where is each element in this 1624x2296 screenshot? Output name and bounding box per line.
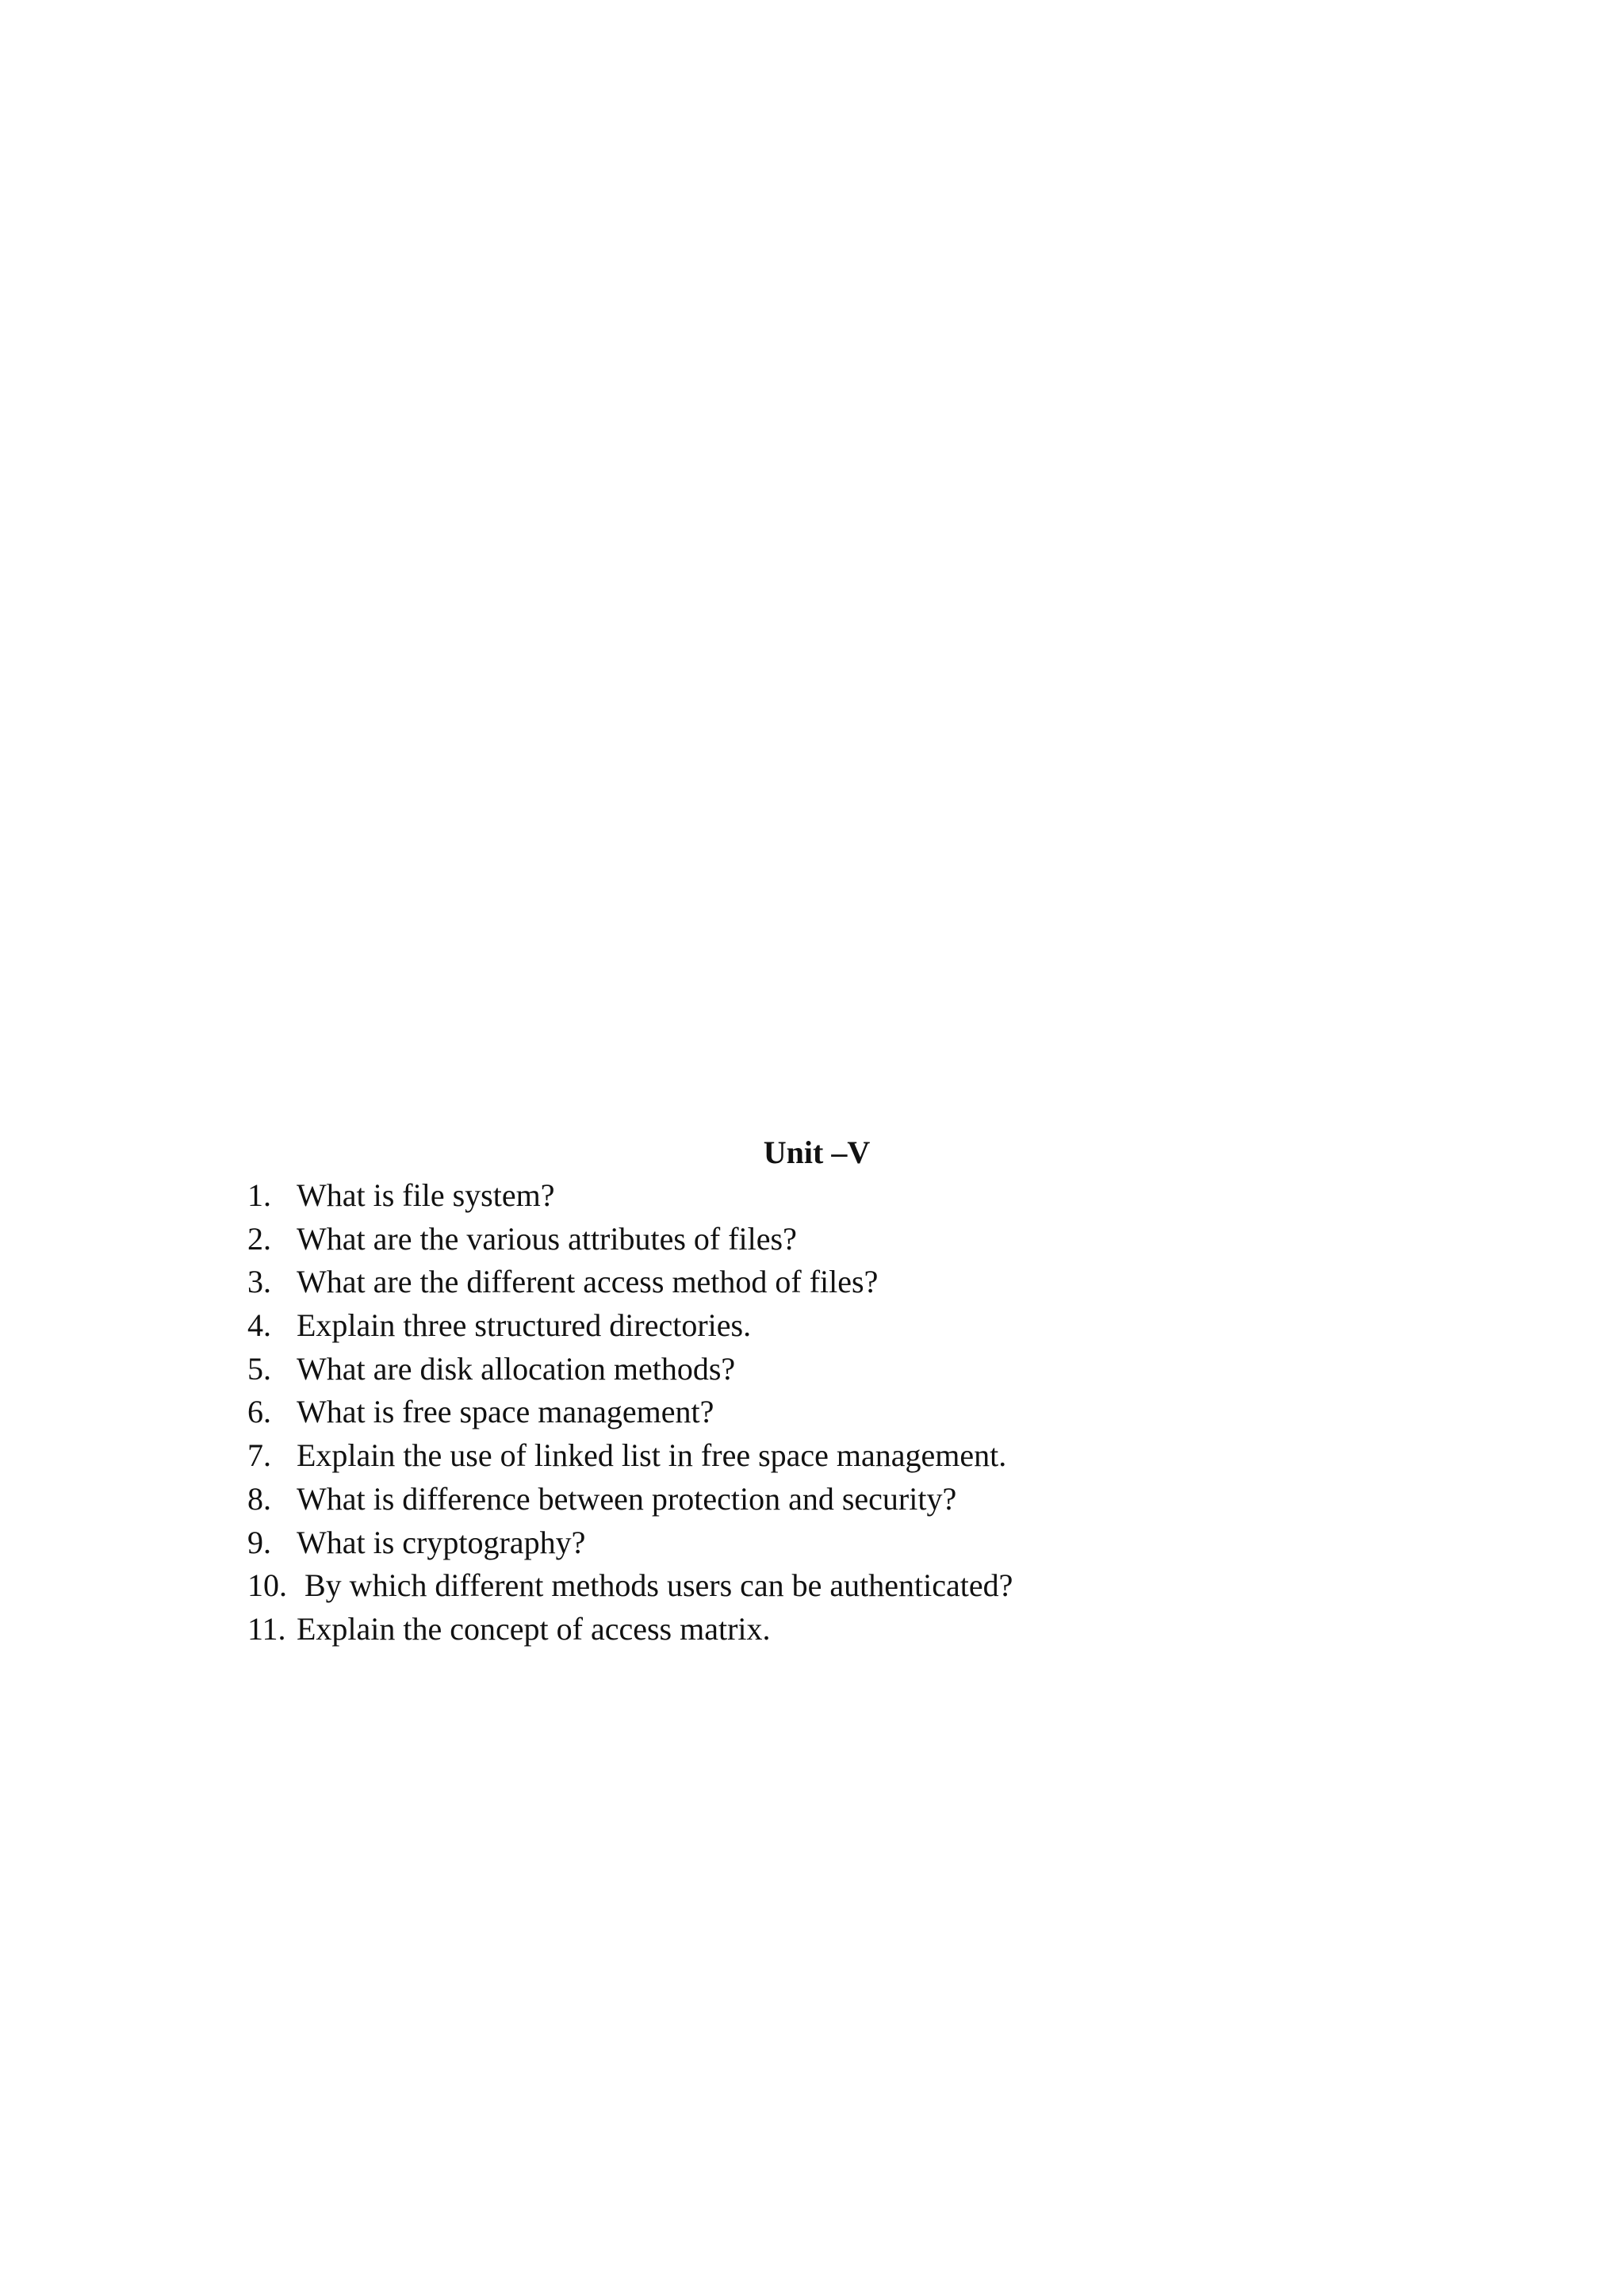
question-text: Explain the use of linked list in free space management.	[297, 1437, 1007, 1474]
list-item	[247, 1218, 1013, 1261]
list-item	[247, 1304, 1013, 1348]
unit-heading: Unit –V	[763, 1135, 871, 1170]
question-text: Explain the concept of access matrix.	[297, 1610, 771, 1647]
question-number: 1.	[247, 1177, 271, 1213]
question-number: 8.	[247, 1480, 271, 1517]
question-text: What is difference between protection and security?	[297, 1480, 957, 1517]
list-item	[247, 1564, 1013, 1608]
question-text: By which different methods users can be authenticated?	[304, 1567, 1013, 1604]
question-text: What is free space management?	[297, 1394, 714, 1430]
question-number: 9.	[247, 1524, 271, 1560]
list-item	[247, 1174, 1013, 1218]
question-text: What is cryptography?	[297, 1524, 586, 1560]
list-item	[247, 1261, 1013, 1304]
question-text: Explain three structured directories.	[297, 1307, 752, 1344]
question-number: 4.	[247, 1307, 271, 1344]
list-item	[247, 1608, 1013, 1651]
question-number: 6.	[247, 1394, 271, 1430]
list-item	[247, 1391, 1013, 1434]
question-number: 10.	[247, 1567, 287, 1604]
question-number: 2.	[247, 1220, 271, 1257]
list-item	[247, 1348, 1013, 1391]
list-item	[247, 1434, 1013, 1478]
question-number: 3.	[247, 1264, 271, 1300]
question-text: What is file system?	[297, 1177, 555, 1213]
question-number: 7.	[247, 1437, 271, 1474]
question-text: What are the various attributes of files?	[297, 1220, 797, 1257]
question-text: What are the different access method of files?	[297, 1264, 879, 1300]
list-item	[247, 1521, 1013, 1565]
question-number: 11.	[247, 1610, 286, 1647]
question-list	[247, 1174, 1013, 1651]
question-text: What are disk allocation methods?	[297, 1350, 736, 1387]
question-number: 5.	[247, 1350, 271, 1387]
list-item	[247, 1478, 1013, 1521]
